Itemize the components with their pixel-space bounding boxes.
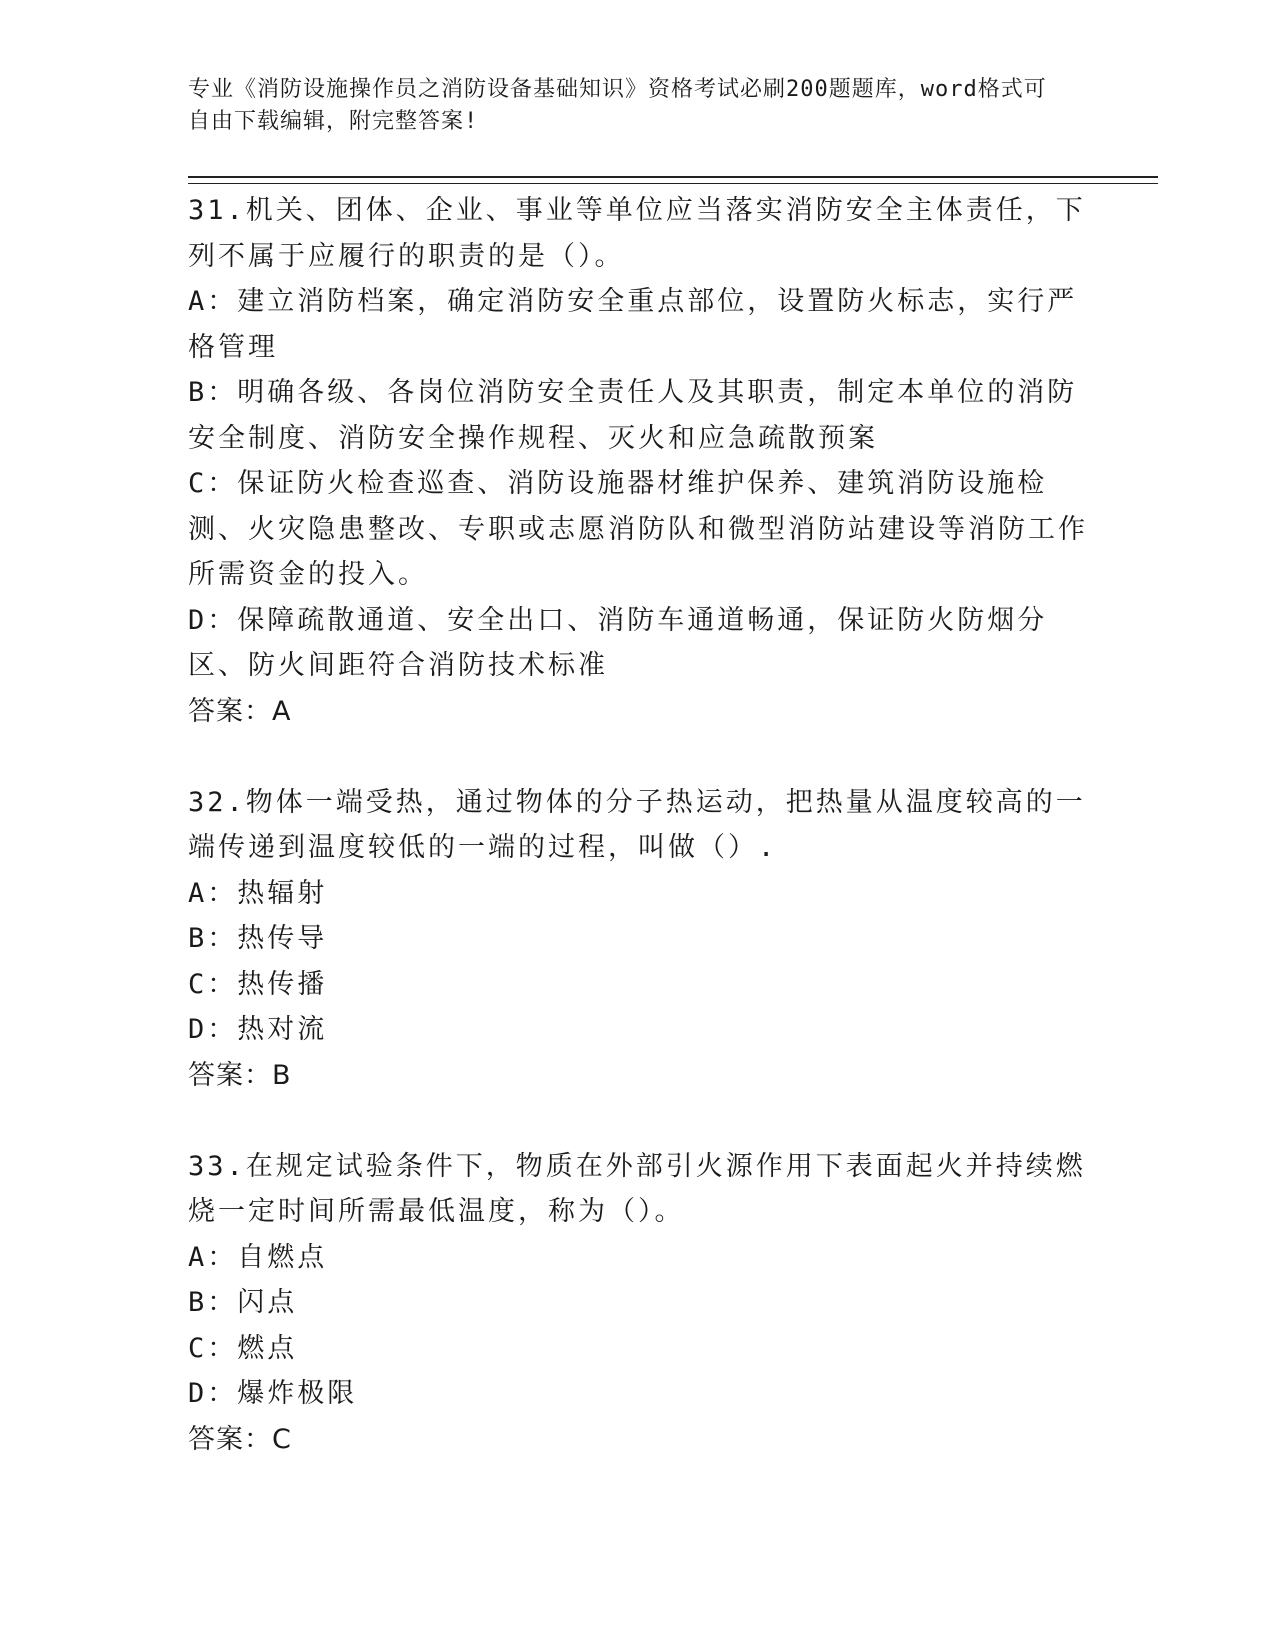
option-a: A：建立消防档案，确定消防安全重点部位，设置防火标志，实行严格管理	[188, 286, 1078, 363]
header-rule-thick	[188, 176, 1158, 178]
document-header: 专业《消防设施操作员之消防设备基础知识》资格考试必刷200题题库，word格式可自由下载编辑，附完整答案!	[188, 77, 1047, 134]
option-c: C：保证防火检查巡查、消防设施器材维护保养、建筑消防设施检测、火灾隐患整改、专职或志愿消防队和微型消防站建设等消防工作所需资金的投入。	[188, 468, 1088, 590]
question-spacer	[188, 1098, 1088, 1144]
answer-text: 答案：B	[188, 1059, 292, 1091]
question-text: 33.在规定试验条件下，物质在外部引火源作用下表面起火并持续燃烧一定时间所需最低温度，称为（）。	[188, 1150, 1086, 1227]
question-31	[188, 188, 1088, 734]
option-a: A：自燃点	[188, 1241, 328, 1273]
question-spacer	[188, 734, 1088, 780]
answer-text: 答案：A	[188, 695, 292, 727]
question-text: 31.机关、团体、企业、事业等单位应当落实消防安全主体责任，下列不属于应履行的职责的是（）。	[188, 195, 1086, 272]
option-d: D：热对流	[188, 1014, 328, 1045]
header-rule-thin	[188, 183, 1158, 184]
option-c: C：热传播	[188, 968, 328, 1000]
option-d: D：保障疏散通道、安全出口、消防车通道畅通，保证防火防烟分区、防火间距符合消防技术标准	[188, 604, 1048, 681]
question-list	[188, 188, 1088, 1462]
question-text: 32.物体一端受热，通过物体的分子热运动，把热量从温度较高的一端传递到温度较低的一端的过程，叫做（）.	[188, 786, 1086, 863]
answer-text: 答案：C	[188, 1423, 292, 1455]
option-d: D：爆炸极限	[188, 1378, 358, 1409]
option-b: B：闪点	[188, 1287, 298, 1318]
option-b: B：明确各级、各岗位消防安全责任人及其职责，制定本单位的消防安全制度、消防安全操作规程、灭火和应急疏散预案	[188, 377, 1078, 454]
option-c: C：燃点	[188, 1332, 298, 1364]
question-32	[188, 780, 1088, 1099]
option-b: B：热传导	[188, 923, 328, 954]
option-a: A：热辐射	[188, 877, 328, 909]
question-33	[188, 1144, 1088, 1463]
